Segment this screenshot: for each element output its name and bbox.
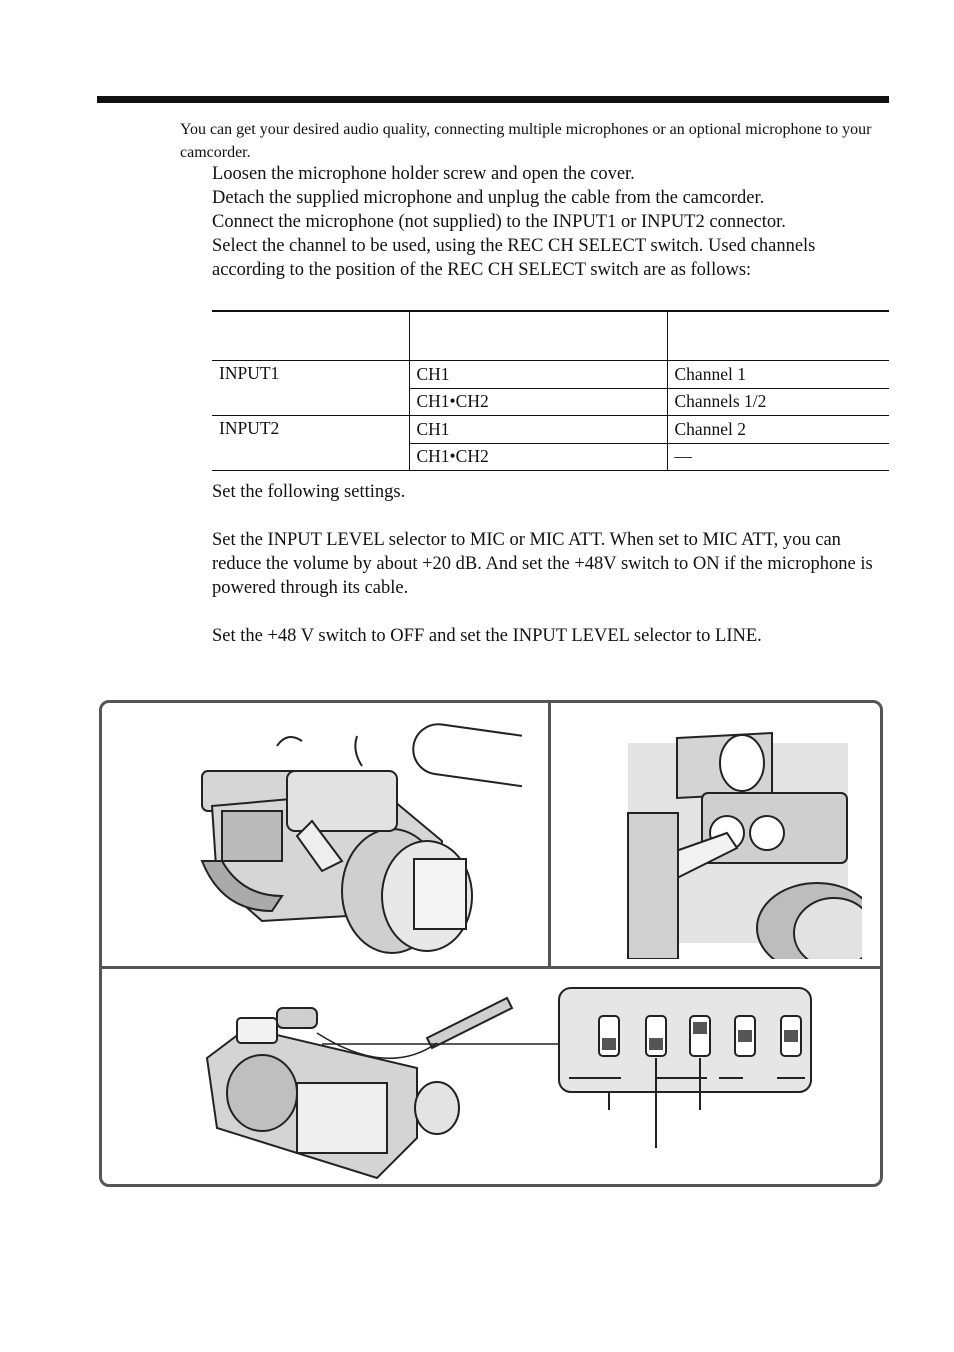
- step-3: Connect the microphone (not supplied) to the INPUT1 or INPUT2 connector.: [212, 212, 786, 232]
- table-cell: Channel 2: [667, 416, 889, 444]
- step-4: Select the channel to be used, using the REC CH SELECT switch. Used channels according to the position of the REC CH SELECT switch are as follows:: [212, 236, 816, 280]
- settings-line: Set the +48 V switch to OFF and set the INPUT LEVEL selector to LINE.: [212, 626, 762, 646]
- settings-text: [212, 480, 892, 648]
- table-cell: Channel 1: [667, 361, 889, 389]
- table-cell: INPUT2: [212, 416, 409, 444]
- header-rule: [97, 96, 889, 103]
- step-1: Loosen the microphone holder screw and open the cover.: [212, 164, 635, 184]
- table-row: [212, 388, 889, 416]
- connector-closeup-illustration: [572, 723, 862, 959]
- table-header-cell: [667, 311, 889, 361]
- table-cell: CH1: [409, 361, 667, 389]
- illustration-panel: [99, 700, 883, 1187]
- table-cell: —: [667, 443, 889, 471]
- step-2: Detach the supplied microphone and unplug the cable from the camcorder.: [212, 188, 765, 208]
- callout-line: [322, 1028, 562, 1068]
- settings-mic: Set the INPUT LEVEL selector to MIC or MIC ATT. When set to MIC ATT, you can reduce the volume by about +20 dB. And set the +48V switch to ON if the microphone is powered through its cable.: [212, 530, 873, 598]
- table-header-cell: [212, 311, 409, 361]
- intro-text: You can get your desired audio quality, connecting multiple microphones or an optional microphone to your camcorder.: [180, 121, 872, 161]
- table-cell: Channels 1/2: [667, 388, 889, 416]
- table-cell: CH1•CH2: [409, 388, 667, 416]
- switch-panel-illustration: [557, 986, 819, 1156]
- table-header-row: [212, 311, 889, 361]
- table-cell: INPUT1: [212, 361, 409, 389]
- table-row: [212, 416, 889, 444]
- channel-table: [212, 310, 889, 471]
- settings-intro: Set the following settings.: [212, 482, 406, 502]
- table-header-cell: [409, 311, 667, 361]
- panel-divider: [548, 703, 551, 968]
- table-row: [212, 361, 889, 389]
- table-cell: CH1•CH2: [409, 443, 667, 471]
- table-cell: [212, 388, 409, 416]
- panel-divider: [102, 966, 880, 969]
- table-cell: CH1: [409, 416, 667, 444]
- table-cell: [212, 443, 409, 471]
- camcorder-mic-illustration: [187, 988, 527, 1187]
- camcorder-holder-illustration: [182, 711, 522, 959]
- table-row: [212, 443, 889, 471]
- steps-list: [212, 162, 892, 282]
